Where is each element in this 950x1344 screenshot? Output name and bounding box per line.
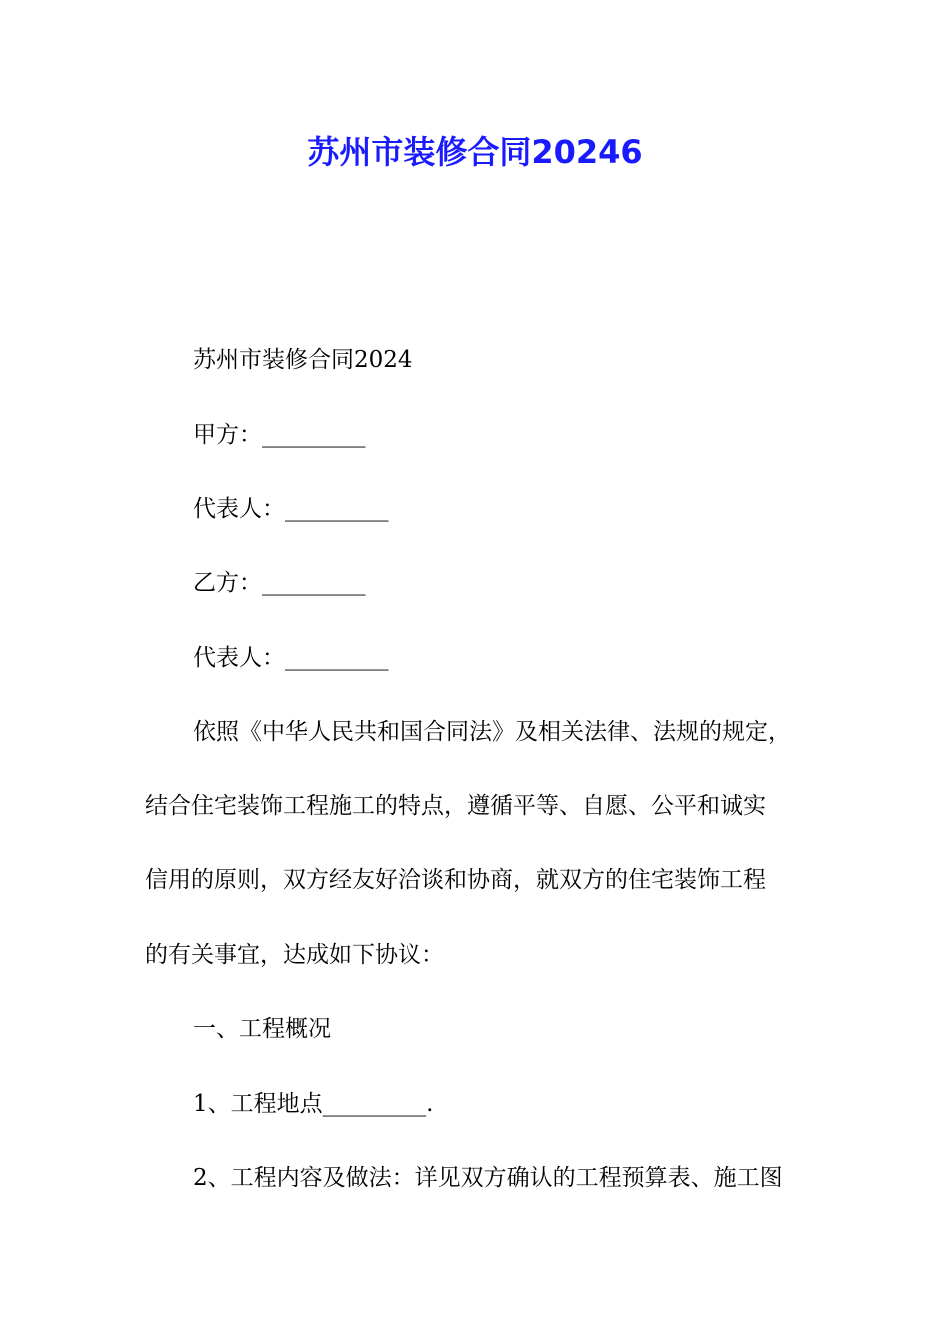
party-b-representative-line: 代表人：_________	[193, 645, 389, 671]
preamble-line-2: 结合住宅装饰工程施工的特点，遵循平等、自愿、公平和诚实	[145, 793, 766, 819]
clause-2-line: 2、工程内容及做法：详见双方确认的工程预算表、施工图	[193, 1165, 783, 1191]
preamble-line-3: 信用的原则，双方经友好洽谈和协商，就双方的住宅装饰工程	[145, 867, 766, 893]
clause-1-line: 1、工程地点_________.	[193, 1091, 434, 1117]
party-b-line: 乙方：_________	[193, 570, 366, 596]
preamble-line-4: 的有关事宜，达成如下协议：	[145, 942, 444, 968]
document-title: 苏州市装修合同20246	[307, 133, 643, 171]
party-a-representative-line: 代表人：_________	[193, 496, 389, 522]
subtitle-line: 苏州市装修合同2024	[193, 347, 413, 373]
preamble-line-1: 依照《中华人民共和国合同法》及相关法律、法规的规定，	[193, 719, 791, 745]
party-a-line: 甲方：_________	[193, 422, 366, 448]
section-heading: 一、工程概况	[193, 1016, 331, 1042]
